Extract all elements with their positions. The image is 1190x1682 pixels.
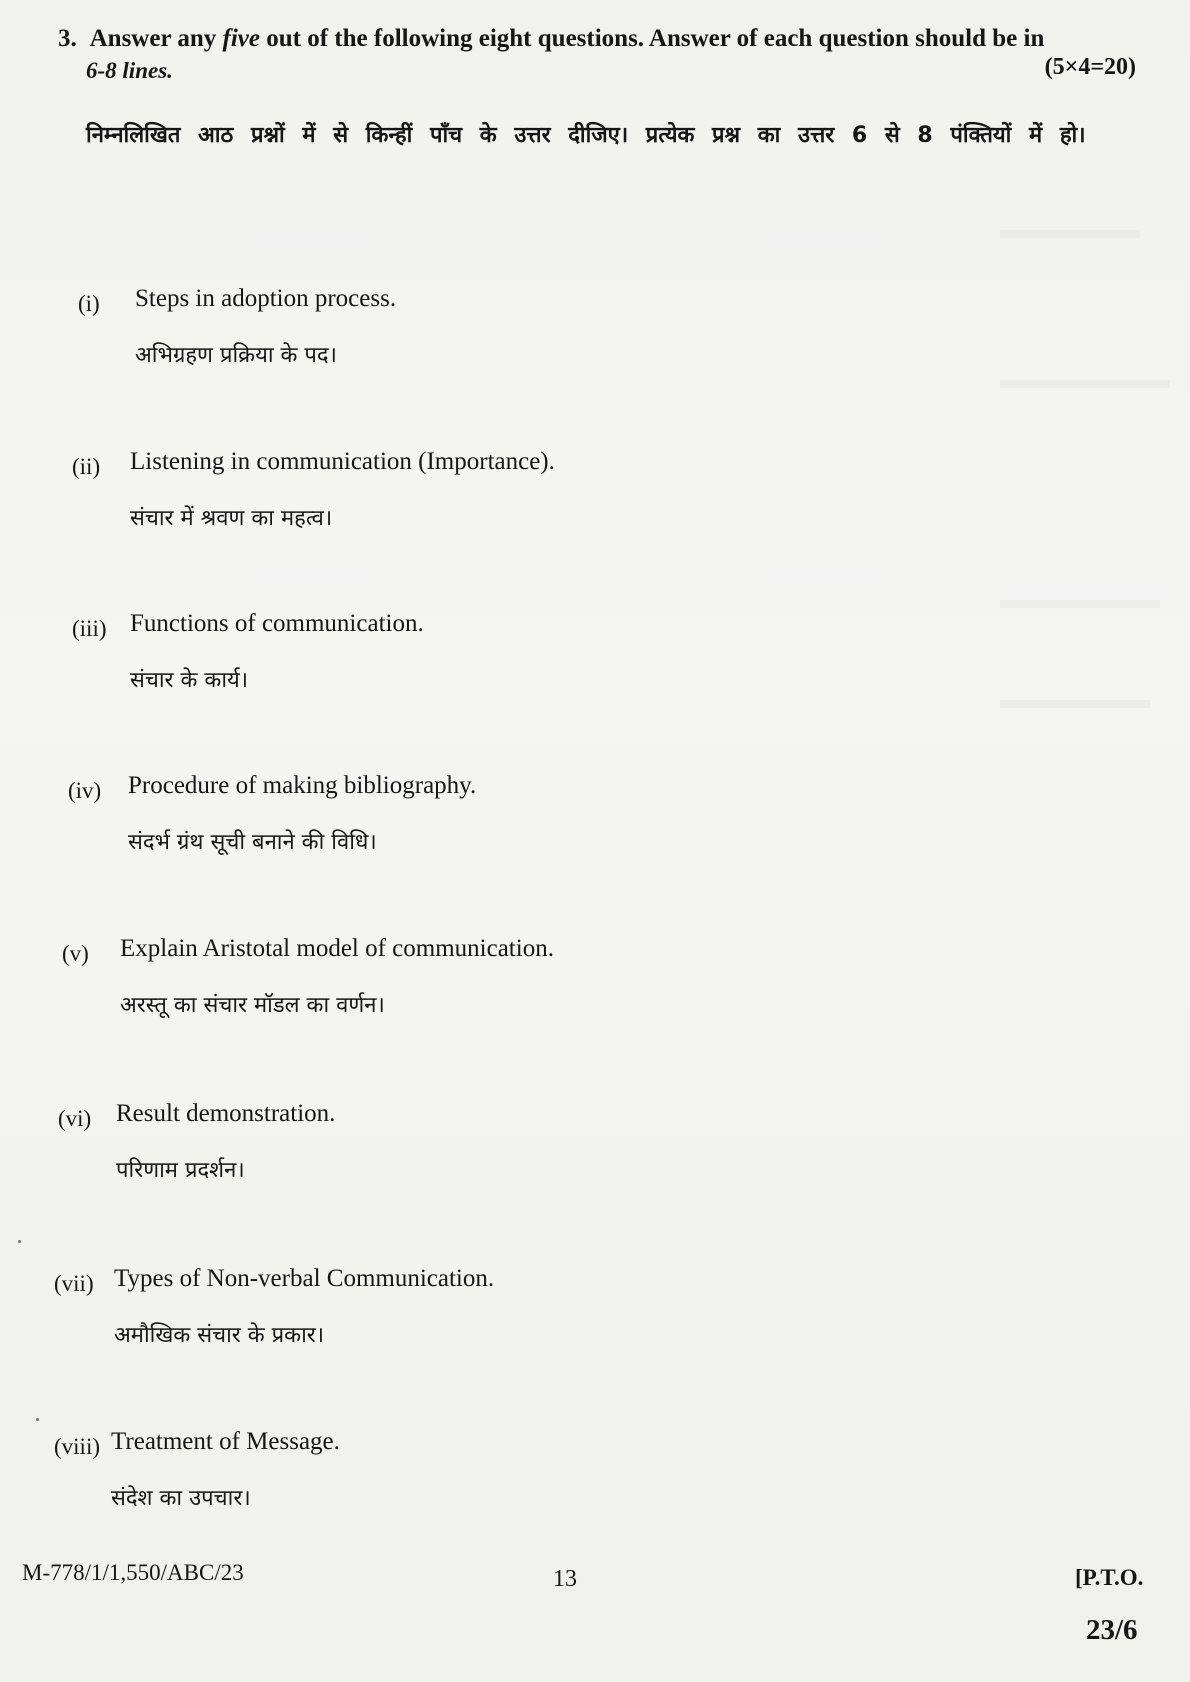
- item-numeral: (viii): [54, 1434, 100, 1459]
- item-hindi: संदर्भ ग्रंथ सूची बनाने की विधि।: [128, 830, 377, 855]
- item-numeral: (v): [62, 941, 89, 966]
- item-english: Result demonstration.: [116, 1100, 336, 1127]
- item-numeral: (iv): [68, 778, 102, 803]
- item-english: Explain Aristotal model of communication.: [120, 935, 554, 962]
- bleed-through-mark: [1000, 380, 1170, 388]
- hindi-instruction: निम्नलिखित आठ प्रश्नों में से किन्हीं पाँच के उत्तर दीजिए। प्रत्येक प्रश्न का उत्तर 6 से 8 पंक्तियों में हो।: [86, 123, 1086, 148]
- question-number: 3.: [58, 25, 77, 52]
- question-instruction: [58, 22, 1148, 56]
- page-number: 13: [553, 1566, 577, 1592]
- item-english: Functions of communication.: [130, 610, 424, 637]
- paper-speck: [36, 1418, 39, 1421]
- bleed-through-mark: [1000, 230, 1140, 238]
- instruction-post: out of the following eight questions. Answer of each question should be in: [266, 25, 1045, 52]
- item-hindi: अमौखिक संचार के प्रकार।: [114, 1323, 325, 1348]
- instruction-emphasis: five: [222, 25, 260, 52]
- item-english: Treatment of Message.: [111, 1428, 340, 1455]
- item-numeral: (vi): [58, 1106, 92, 1131]
- item-numeral: (vii): [54, 1271, 94, 1296]
- bleed-through-mark: [1000, 700, 1150, 708]
- item-numeral: (iii): [72, 616, 107, 641]
- item-hindi: अरस्तू का संचार मॉडल का वर्णन।: [120, 993, 385, 1018]
- sheet-code: 23/6: [1086, 1614, 1138, 1646]
- item-english: Steps in adoption process.: [135, 285, 397, 312]
- question-header: [58, 22, 1148, 86]
- bleed-through-mark: [1000, 600, 1160, 608]
- item-hindi: परिणाम प्रदर्शन।: [116, 1158, 245, 1183]
- item-hindi: संचार में श्रवण का महत्व।: [130, 506, 333, 531]
- paper-speck: [18, 1240, 21, 1243]
- instruction-pre: Answer any: [89, 25, 217, 52]
- paper-code: M-778/1/1,550/ABC/23: [22, 1560, 244, 1585]
- item-numeral: (ii): [72, 454, 101, 479]
- item-hindi: संचार के कार्य।: [130, 668, 249, 693]
- item-english: Listening in communication (Importance).: [130, 448, 555, 475]
- item-numeral: (i): [78, 291, 100, 316]
- pto-note: [P.T.O.: [1075, 1565, 1144, 1590]
- marks-allocation: (5×4=20): [1044, 54, 1136, 80]
- instruction-continuation: 6-8 lines.: [86, 58, 173, 83]
- instruction-continuation-line: [86, 56, 1148, 86]
- item-hindi: संदेश का उपचार।: [111, 1486, 251, 1511]
- item-english: Types of Non-verbal Communication.: [114, 1265, 495, 1292]
- item-hindi: अभिग्रहण प्रक्रिया के पद।: [135, 343, 337, 368]
- item-english: Procedure of making bibliography.: [128, 772, 477, 799]
